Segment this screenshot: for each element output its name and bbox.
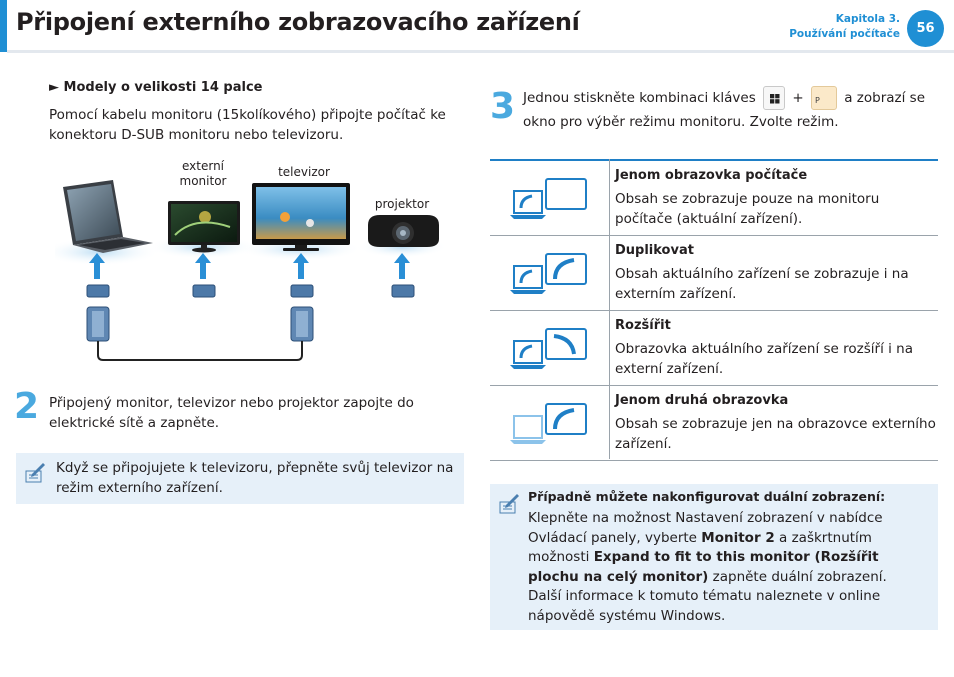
pc-screen-only-icon [508, 177, 588, 221]
laptop-image [63, 180, 153, 253]
step-2-text: Připojený monitor, televizor nebo projektor zapojte do elektrické sítě a zapněte. [49, 395, 414, 431]
mode-row-second-only [490, 386, 938, 461]
chapter-name: Používání počítače [789, 28, 900, 40]
projector-image [368, 215, 439, 247]
windows-help-reference: Další informace k tomuto tématu naleznete v online nápovědě systému Windows. [528, 588, 881, 624]
page-number-badge: 56 [907, 10, 944, 47]
tv-note-text: Když se připojujete k televizoru, přepněte svůj televizor na režim externího zařízení. [56, 460, 454, 496]
display-modes-table [490, 159, 938, 461]
mode-description: Obsah se zobrazuje pouze na monitoru počítače (aktuální zařízení). [615, 191, 880, 227]
extend-mode-icon [508, 327, 588, 371]
vga-cable [98, 341, 302, 360]
step-3-text-part2: a zobrazí se [844, 90, 926, 106]
chapter-label [789, 12, 900, 42]
dsub-ports [87, 285, 414, 297]
mode-title: Jenom obrazovka počítače [615, 168, 808, 183]
mode-row-pc-only [490, 161, 938, 236]
header-divider [7, 50, 954, 53]
intro-paragraph: Pomocí kabelu monitoru (15kolíkového) připojte počítač ke konektoru D-SUB monitoru nebo televizoru. [49, 107, 446, 143]
triangle-bullet-icon: ► [49, 80, 59, 95]
external-monitor-image [168, 201, 240, 253]
mode-title: Duplikovat [615, 243, 694, 258]
note-pencil-icon [498, 492, 520, 514]
chapter-number: Kapitola 3. [835, 13, 900, 25]
dual-display-note-box [490, 484, 938, 630]
second-screen-only-icon [508, 402, 588, 446]
page-header [0, 0, 954, 54]
dual-display-note-heading: Případně můžete nakonfigurovat duální zobrazení: [528, 489, 886, 504]
page-title: Připojení externího zobrazovacího zařízení [16, 8, 580, 36]
diagram-graphics [55, 155, 445, 370]
label-projector: projektor [374, 197, 430, 211]
header-accent-bar [0, 0, 7, 52]
mode-description: Obsah se zobrazuje jen na obrazovce externího zařízení. [615, 416, 936, 452]
mode-description: Obsah aktuálního zařízení se zobrazuje i na externím zařízení. [615, 266, 909, 302]
step-number-3: 3 [490, 86, 516, 127]
step-3-text-line2: okno pro výběr režimu monitoru. Zvolte režim. [523, 114, 839, 130]
windows-key-icon [763, 86, 785, 110]
expand-option-term: Expand to fit to this monitor (Rozšířit plochu na celý monitor) [528, 549, 879, 585]
monitor-2-term: Monitor 2 [701, 529, 775, 546]
tv-note-box [16, 453, 464, 504]
label-tv: televizor [278, 165, 330, 179]
plus-sign: + [792, 90, 804, 106]
mode-description: Obrazovka aktuálního zařízení se rozšíří i na externí zařízení. [615, 341, 914, 377]
step-number-2: 2 [14, 386, 40, 427]
p-key-icon: P [811, 86, 837, 110]
duplicate-mode-icon [508, 252, 588, 296]
connection-diagram [55, 155, 445, 370]
label-external-monitor: externí monitor [179, 159, 227, 188]
mode-title: Jenom druhá obrazovka [615, 393, 789, 408]
step-3-text-part1: Jednou stiskněte kombinaci kláves [523, 90, 756, 106]
dual-display-note-body: Klepněte na možnost Nastavení zobrazení v nabídce Ovládací panely, vyberte Monitor 2 a zaškrtnutím možnosti Expand to fit to this monitor (Rozšířit plochu na celý monitor) zapněte duální zobrazení. Další informace k tomuto tématu naleznete v online nápovědě systému Windows. [528, 509, 932, 626]
step-3-text [523, 85, 943, 135]
section-subheading [49, 80, 262, 95]
tv-image [252, 183, 350, 251]
mode-title: Rozšířit [615, 318, 671, 333]
note-pencil-icon [24, 461, 46, 483]
mode-row-duplicate [490, 236, 938, 311]
mode-row-extend [490, 311, 938, 386]
cable-connectors [87, 307, 313, 341]
subheading-text: Modely o velikosti 14 palce [63, 80, 263, 95]
